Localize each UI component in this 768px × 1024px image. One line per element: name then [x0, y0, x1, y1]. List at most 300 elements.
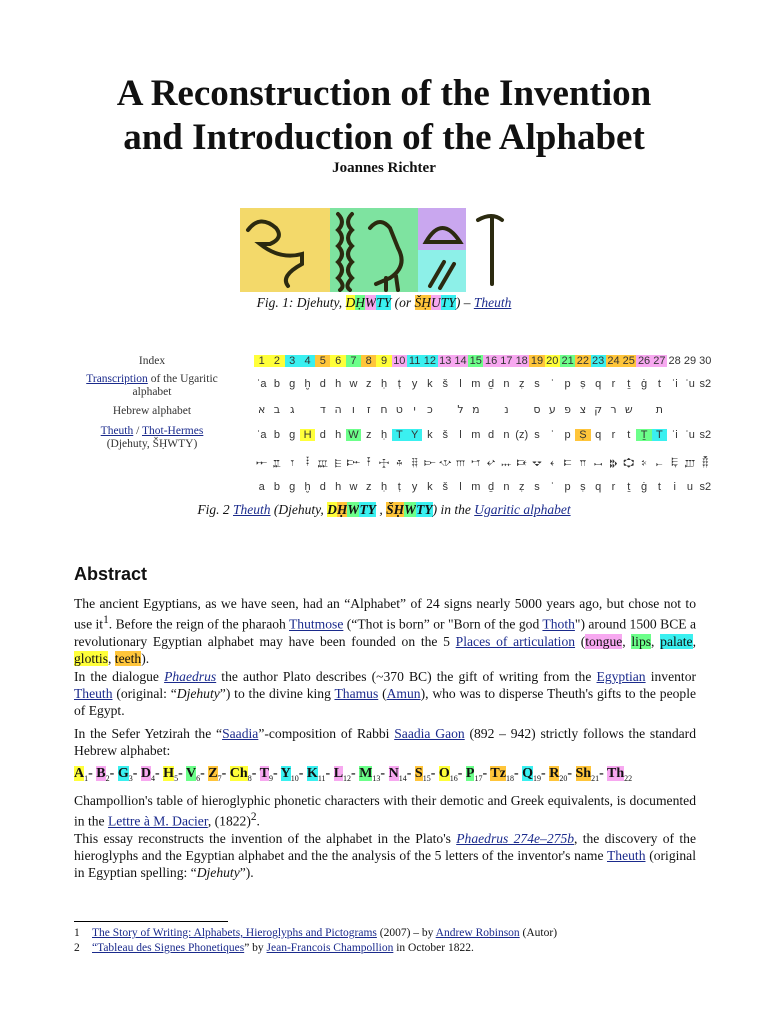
p2-text-h: ), who was to disperse Theuth's gifts to the people of Egypt.	[74, 686, 697, 718]
ugaritic-cell: p	[564, 378, 571, 390]
cuneiform-cell: 𐎇	[366, 456, 371, 469]
p2-text-a: In the dialogue	[74, 669, 165, 684]
alphabet-letter-glyph: B	[96, 766, 106, 781]
p2-djehuty: Djehuty	[176, 686, 220, 701]
fig2-label-theuth: Theuth / Thot-Hermes (Djehuty, ŠḤWTY)	[100, 425, 204, 450]
ugaritic-cell: l	[459, 378, 462, 390]
cuneiform-cell: 𐎒	[532, 456, 542, 469]
alphabet-letter: $R_{20}-$	[549, 766, 576, 783]
cuneiform-cell: 𐎐	[501, 456, 512, 469]
p1-text-e: (	[575, 633, 586, 649]
alphabet-letter: $P_{17}-$	[465, 766, 491, 783]
fig2-cap-ty: TY	[359, 502, 376, 517]
amun-link[interactable]: Amun	[386, 686, 421, 701]
cuneiform-cell: 𐎌	[439, 456, 452, 469]
title-line-2: and Introduction of the Alphabet	[123, 117, 645, 158]
saadia-gaon-link[interactable]: Saadia Gaon	[394, 726, 465, 741]
cuneiform-cell: 𐎀	[256, 456, 268, 469]
alphabet-letter-index: 6	[196, 773, 201, 783]
theuth-cell: l	[459, 429, 462, 441]
abstract-paragraph-1: The ancient Egyptians, as we have seen, had an “Alphabet” of 24 signs nearly 5000 years ago, but chose not to use $it^1$. Before the reign of the pharaoh Thutmose (“Thot is born” or "Born of the god Thoth") around 1500 BCE a revolutionary Egyptian alphabet may have been founded on the 5 Places of articulation (tongue, lips, palate, glottis, teeth).	[74, 596, 697, 666]
alphabet-letter-glyph: Q	[522, 766, 534, 781]
fig2-index-row	[254, 355, 713, 367]
hebrew-cell: ק	[594, 403, 603, 416]
cuneiform-cell: 𐎕	[579, 456, 587, 469]
cuneiform-cell: 𐎑	[516, 456, 527, 469]
abstract-paragraph-2	[74, 668, 696, 719]
hebrew-cell: נ	[504, 403, 509, 416]
page-title	[0, 72, 768, 160]
alphabet-letter-glyph: K	[306, 766, 318, 781]
p1-text-f: ).	[141, 650, 150, 666]
index-cell: 2	[269, 355, 284, 367]
footnote-2-number: 2	[74, 942, 80, 954]
fig2-cap-h: Ḥ	[336, 502, 348, 517]
hebrew-cell: ש	[624, 403, 633, 416]
alphabet-letter: $Tz_{18}-$	[490, 766, 523, 783]
p4-text-c: .	[256, 813, 260, 829]
lettre-dacier-link[interactable]: Lettre à M. Dacier	[107, 813, 208, 829]
p5-djehuty: Djehuty	[196, 865, 240, 880]
alphabet-letter-index: 12	[343, 773, 352, 783]
hebrew-cell: ד	[319, 403, 326, 416]
translit-cell: h	[335, 481, 342, 493]
alphabet-letter: $D_4-$	[140, 766, 164, 783]
fig2-caption-theuth-link[interactable]: Theuth	[233, 502, 271, 517]
alphabet-letter-glyph: Th	[607, 766, 625, 781]
index-cell: 21	[561, 355, 574, 367]
alphabet-letter-glyph: R	[549, 766, 560, 781]
fig2-cap-d: D	[327, 502, 337, 517]
footnote-1-number: 1	[74, 927, 80, 939]
p2-text-f: ”) to the divine king	[219, 686, 335, 701]
cuneiform-cell: 𐎜	[684, 456, 696, 469]
theuth-cell: š	[442, 429, 448, 441]
hebrew-cell: ו	[351, 403, 355, 416]
ugaritic-cell: k	[427, 378, 433, 390]
translit-cell: ġ	[641, 481, 648, 493]
hebrew-alphabet-sequence	[74, 766, 632, 783]
theuth-cell: T	[652, 429, 667, 441]
fig2-caption-mid2: ) in the	[432, 502, 475, 517]
saadia-link[interactable]: Saadia	[222, 726, 259, 741]
fig2-theuth-row	[254, 429, 713, 441]
fig1-caption-main	[346, 295, 392, 310]
translit-cell: z	[365, 481, 372, 493]
alphabet-letter-index: 11	[317, 773, 326, 783]
index-cell: 15	[469, 355, 482, 367]
abstract-paragraph-4	[74, 792, 696, 830]
ugaritic-cell: ġ	[641, 378, 648, 390]
index-cell: 18	[515, 355, 528, 367]
translit-cell: p	[564, 481, 571, 493]
alphabet-letter-index: 17	[474, 773, 483, 783]
alphabet-letter: $Y_{10}-$	[280, 766, 307, 783]
hebrew-cell: ת	[655, 403, 663, 416]
footnote-2-mid: ” by	[244, 942, 267, 954]
thoth-link[interactable]: Thoth	[542, 616, 575, 632]
translit-cell: m	[471, 481, 481, 493]
alphabet-letter-glyph: Tz	[490, 766, 506, 781]
ugaritic-alphabet-link[interactable]: Ugaritic alphabet	[474, 502, 571, 517]
alphabet-letter-index: 21	[591, 773, 600, 783]
theuth-cell: p	[564, 429, 571, 441]
ugaritic-cell: n	[503, 378, 510, 390]
thot-hermes-link[interactable]: Thot-Hermes	[142, 425, 204, 437]
ugaritic-cell: s2	[699, 378, 712, 390]
footnote-1	[74, 926, 557, 940]
alphabet-letter: $M_{13}-$	[359, 766, 389, 783]
index-cell: 27	[653, 355, 666, 367]
theuth-cell: ḥ	[380, 429, 388, 441]
hebrew-cell: ס	[533, 403, 541, 416]
alphabet-letter-glyph: D	[140, 766, 151, 781]
hebrew-cell: ל	[457, 403, 464, 416]
cuneiform-cell: 𐎙	[641, 456, 647, 469]
story-of-writing-link[interactable]: The Story of Writing: Alphabets, Hieroglyphs and Pictograms	[92, 927, 377, 939]
fig1-caption-w: W	[365, 295, 377, 310]
hebrew-cell: צ	[579, 403, 587, 416]
fig2-hebrew-row	[254, 403, 713, 416]
translit-cell: s2	[699, 481, 712, 493]
alphabet-letter: $A_1-$	[74, 766, 97, 783]
ugaritic-cell: t	[657, 378, 661, 390]
cuneiform-cell: 𐎍	[455, 456, 466, 469]
alphabet-letter-index: 4	[151, 773, 155, 783]
cuneiform-cell: 𐎏	[486, 456, 496, 469]
tableau-signes-link[interactable]: “Tableau des Signes Phonetiques	[92, 942, 245, 954]
abstract-paragraph-5	[74, 830, 696, 881]
translit-cell: w	[349, 481, 358, 493]
fig2-table	[72, 343, 712, 497]
translit-cell: ʿ	[550, 481, 555, 493]
alphabet-letter-index: 22	[624, 773, 633, 783]
translit-cell: y	[411, 481, 418, 493]
index-cell: 6	[330, 355, 345, 367]
alphabet-letter-index: 20	[559, 773, 568, 783]
theuth-cell: Ṣ	[575, 429, 590, 441]
theuth-cell: b	[273, 429, 280, 441]
theuth-cell: Y	[407, 429, 422, 441]
index-cell: 22	[576, 355, 589, 367]
alphabet-letter-glyph: T	[259, 766, 269, 781]
cuneiform-cell: 𐎗	[609, 456, 618, 469]
ugaritic-cell: ʾu	[685, 378, 695, 390]
highlight-tongue: tongue	[585, 633, 623, 649]
highlight-teeth: teeth	[114, 650, 142, 666]
abstract-heading: Abstract	[74, 564, 148, 584]
thamus-link[interactable]: Thamus	[334, 686, 379, 701]
andrew-robinson-link[interactable]: Andrew Robinson	[435, 927, 520, 939]
alphabet-letter: $H_5-$	[163, 766, 186, 783]
alphabet-letter-index: 18	[505, 773, 514, 783]
hebrew-cell: ר	[610, 403, 617, 416]
ugaritic-cell: ṭ	[397, 378, 401, 390]
translit-cell: i	[673, 481, 676, 493]
alphabet-letter: $T_9-$	[259, 766, 281, 783]
cuneiform-cell: 𐎖	[594, 456, 603, 469]
hebrew-cell	[483, 403, 498, 416]
p5-text-c: (original in Egyptian spelling: “	[74, 848, 696, 880]
index-cell: 12	[423, 355, 437, 367]
phaedrus-274e-link[interactable]: Phaedrus 274e–275b	[456, 831, 575, 846]
translit-cell: t	[657, 481, 661, 493]
ugaritic-cell: h	[335, 378, 342, 390]
hebrew-cell: ג	[289, 403, 295, 416]
fig2-cap-w: W	[347, 502, 360, 517]
p1-text-d: ") around 1500 BCE a revolutionary Egyptian alphabet may have been founded on the 5	[74, 616, 697, 649]
theuth-cell: ʾi	[671, 429, 678, 441]
index-cell: 11	[408, 355, 421, 367]
hebrew-cell	[682, 403, 697, 416]
index-cell: 13	[439, 355, 452, 367]
ugaritic-cell: y	[411, 378, 418, 390]
alphabet-letter-glyph: V	[185, 766, 197, 781]
index-cell: 5	[315, 355, 330, 367]
footnote-2-end: in October 1822.	[393, 942, 474, 954]
cuneiform-cell: 𐎉	[396, 456, 403, 469]
cuneiform-cell: 𐎊	[411, 456, 418, 469]
hebrew-cell: ז	[366, 403, 371, 416]
fig2-label-djehuty: (Djehuty, ŠḤWTY)	[106, 438, 198, 450]
p5-text-e: ”).	[239, 865, 254, 880]
highlight-palate: palate	[660, 633, 693, 649]
ugaritic-cell: ʾi	[671, 378, 678, 390]
theuth-cell: z	[365, 429, 372, 441]
translit-cell: u	[686, 481, 694, 493]
theuth-cell: (z)	[515, 429, 529, 441]
footnote-1-mid: (2007) – by	[376, 927, 436, 939]
ugaritic-cell: z	[365, 378, 372, 390]
fig2-caption-prefix: Fig. 2	[197, 502, 234, 517]
fig2-cap2-sh: ŠḤ	[386, 502, 405, 517]
theuth-cell: d	[488, 429, 495, 441]
footnote-ref-1[interactable]: 1	[103, 614, 109, 626]
hebrew-cell: פ	[564, 403, 572, 416]
index-cell: 16	[484, 355, 498, 367]
alphabet-letter-glyph: M	[359, 766, 373, 781]
hebrew-cell: ע	[548, 403, 556, 416]
alphabet-letter-index: 10	[290, 773, 299, 783]
alphabet-letter-index: 15	[422, 773, 431, 783]
alphabet-letter: $S_{15}-$	[414, 766, 439, 783]
fig2-caption	[0, 502, 768, 518]
translit-cell: s	[534, 481, 540, 493]
index-cell: 19	[530, 355, 544, 367]
phaedrus-link[interactable]: Phaedrus	[164, 669, 217, 684]
translit-cell: ṣ	[580, 481, 586, 493]
footnote-2	[74, 941, 474, 955]
index-cell: 17	[500, 355, 513, 367]
theuth-cell: k	[427, 429, 433, 441]
alphabet-letter-index: 14	[398, 773, 407, 783]
translit-cell: ẓ	[518, 481, 525, 493]
fig1-caption-d: D	[345, 295, 356, 310]
transcription-link[interactable]: Transcription	[86, 373, 148, 385]
abstract-paragraph-3	[74, 725, 696, 759]
fig1-cell-rope	[330, 208, 360, 292]
cuneiform-cell: 𐎓	[550, 456, 555, 469]
cuneiform-cell: 𐎄	[317, 456, 328, 469]
alphabet-letter: $N_{14}-$	[388, 766, 415, 783]
champollion-link[interactable]: Jean-Francois Champollion	[266, 942, 394, 954]
fig1-caption-t: TY	[376, 295, 392, 310]
p3-text-a: In the Sefer Yetzirah the “	[74, 726, 223, 741]
p2-text-g: (	[378, 686, 387, 701]
footnote-divider	[74, 921, 228, 922]
alphabet-letter: $Q_{19}-$	[522, 766, 550, 783]
alphabet-letter: $K_{11}-$	[306, 766, 334, 783]
hebrew-cell	[698, 403, 713, 416]
translit-cell: ṭ	[397, 481, 401, 493]
translit-cell: n	[503, 481, 510, 493]
fig1-caption-alt-u: U	[431, 295, 441, 310]
index-cell: 30	[699, 355, 712, 367]
theuth-cell: r	[611, 429, 616, 441]
translit-cell: r	[611, 481, 616, 493]
p3-text-c: (892 – 942) strictly follows the standard Hebrew alphabet:	[74, 726, 696, 758]
hebrew-cell: מ	[472, 403, 480, 416]
alphabet-letter: $Z_7-$	[208, 766, 230, 783]
highlight-lips: lips	[631, 633, 652, 649]
hebrew-cell	[438, 403, 453, 416]
thutmose-link[interactable]: Thutmose	[289, 616, 344, 632]
ugaritic-cell: ṣ	[580, 378, 586, 390]
ugaritic-cell: w	[349, 378, 358, 390]
ugaritic-cell: b	[273, 378, 280, 390]
ugaritic-cell: ḫ	[304, 378, 311, 390]
cuneiform-cell: 𐎆	[346, 456, 361, 469]
fig1-caption-alt-ty: TY	[440, 295, 456, 310]
alphabet-letter: $O_{16}-$	[438, 766, 466, 783]
p1-text-a: The ancient Egyptians, as we have seen, had an “Alphabet” of 24 signs nearly 5000 years ago, but chose not to use it	[74, 596, 696, 632]
fig2-cap2-w: W	[404, 502, 417, 517]
index-cell: 29	[683, 355, 697, 367]
p5-theuth-link[interactable]: Theuth	[606, 848, 646, 863]
translit-cell: ḏ	[488, 481, 495, 493]
index-cell: 14	[454, 355, 467, 367]
index-cell: 9	[376, 355, 391, 367]
translit-cell: a	[258, 481, 265, 493]
alphabet-letter-index: 9	[268, 773, 273, 783]
translit-cell: l	[459, 481, 462, 493]
p2-theuth-link[interactable]: Theuth	[74, 686, 113, 701]
p3-text-b: ”-composition of Rabbi	[258, 726, 395, 741]
alphabet-letter: $V_6-$	[185, 766, 209, 783]
alphabet-letter	[607, 766, 632, 781]
hebrew-cell: א	[257, 403, 266, 416]
ugaritic-cell: g	[289, 378, 296, 390]
fig2-label-index: Index	[138, 355, 166, 367]
translit-cell: ḥ	[380, 481, 388, 493]
theuth-link[interactable]: Theuth	[473, 295, 512, 310]
index-cell: 3	[285, 355, 300, 367]
theuth-cell: h	[335, 429, 342, 441]
alphabet-letter-index: 8	[247, 773, 252, 783]
alphabet-letter-index: 13	[372, 773, 381, 783]
alphabet-letter: $G_3-$	[117, 766, 141, 783]
fig1-caption	[0, 295, 768, 311]
ugaritic-cell: s	[534, 378, 540, 390]
p2-text-b: the author Plato describes (~370 BC) the gift of writing from the	[216, 669, 597, 684]
cuneiform-cell: 𐎃	[305, 456, 310, 469]
p2-text-d: (original: “	[112, 686, 177, 701]
p5-text-b: , the discovery of the hieroglyphs and the Egyptian alphabet and the the analysis of the 5 letters of the inventor's name	[74, 831, 696, 863]
p4-text-b: , (1822)	[207, 813, 251, 829]
alphabet-letter-index: 19	[533, 773, 542, 783]
egyptian-link[interactable]: Egyptian	[596, 669, 646, 684]
theuth-cell: s2	[699, 429, 712, 441]
ugaritic-cell: ẓ	[518, 378, 525, 390]
index-cell: 4	[300, 355, 315, 367]
translit-cell: b	[273, 481, 280, 493]
alphabet-letter-glyph: O	[438, 766, 450, 781]
hebrew-cell	[667, 403, 682, 416]
index-cell: 10	[393, 355, 406, 367]
fig1-caption-h: Ḥ	[355, 295, 366, 310]
fig2-cuneiform-row	[254, 456, 713, 470]
alphabet-letter-index: 1	[84, 773, 89, 783]
ugaritic-cell: ḥ	[380, 378, 388, 390]
fig1-hieroglyphs	[240, 208, 506, 292]
fig2-ugaritic-row	[254, 378, 713, 390]
translit-cell: k	[427, 481, 433, 493]
cuneiform-cell: 𐎔	[563, 456, 572, 469]
translit-cell: ṯ	[627, 481, 631, 493]
index-cell: 7	[346, 355, 361, 367]
hebrew-cell	[300, 403, 315, 416]
title-line-1: A Reconstruction of the Invention	[116, 73, 652, 114]
alphabet-letter-glyph: Ch	[229, 766, 248, 781]
index-cell: 8	[361, 355, 376, 367]
p1-text-b: . Before the reign of the pharaoh	[108, 616, 289, 632]
ugaritic-cell: ṯ	[627, 378, 631, 390]
alphabet-letter-index: 7	[217, 773, 222, 783]
alphabet-letter-index: 3	[128, 773, 133, 783]
ugaritic-cell: r	[611, 378, 616, 390]
cuneiform-cell: 𐎁	[273, 456, 281, 469]
alphabet-letter-glyph: S	[414, 766, 423, 781]
fig2-theuth-link[interactable]: Theuth	[100, 425, 134, 437]
fig2-label-transcription-rest: of the Ugaritic alphabet	[132, 373, 218, 398]
fig1-caption-alt-close: ) –	[455, 295, 474, 310]
cuneiform-cell: 𐎈	[378, 456, 390, 469]
fig2-label-hebrew: Hebrew alphabet	[112, 405, 192, 417]
theuth-cell: ʾu	[685, 429, 695, 441]
fig1-caption-prefix: Fig. 1: Djehuty,	[256, 295, 346, 310]
footnote-ref-2[interactable]: 2	[250, 811, 257, 823]
translit-cell: q	[595, 481, 602, 493]
theuth-cell: q	[595, 429, 602, 441]
alphabet-letter-index: 16	[449, 773, 458, 783]
p4-text-a: Champollion's table of hieroglyphic phonetic characters with their demotic and Greek equivalents, is documented in the	[74, 793, 696, 829]
index-cell: 26	[637, 355, 651, 367]
alphabet-letter-index: 5	[174, 773, 179, 783]
theuth-cell: n	[503, 429, 510, 441]
cuneiform-cell: 𐎚	[656, 456, 663, 469]
theuth-cell: W	[346, 429, 361, 441]
ugaritic-cell: q	[595, 378, 602, 390]
places-of-articulation-link[interactable]: Places of articulation	[455, 633, 576, 649]
theuth-cell: ʿ	[550, 429, 555, 441]
fig2-translit-row	[254, 481, 713, 493]
cuneiform-cell: 𐎝	[702, 456, 709, 469]
hebrew-cell	[636, 403, 651, 416]
theuth-cell: H	[300, 429, 315, 441]
theuth-cell: ʾa	[256, 429, 267, 441]
ugaritic-cell: ḏ	[488, 378, 495, 390]
alphabet-letter: $L_{12}-$	[333, 766, 360, 783]
